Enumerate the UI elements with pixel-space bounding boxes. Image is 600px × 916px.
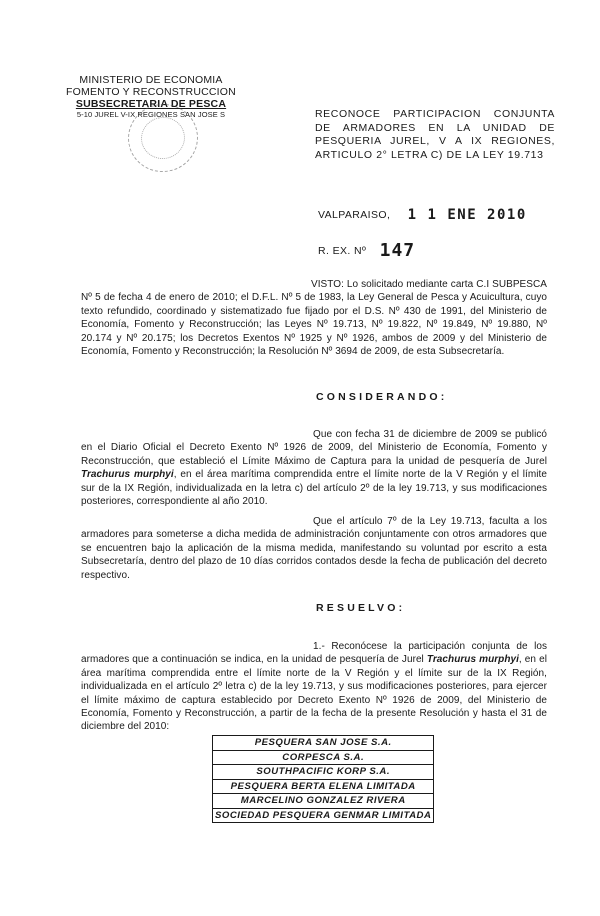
date-place: VALPARAISO, [318, 209, 391, 221]
resuelvo-1-text-a: 1.- Reconócese la participación conjunta de los armadores que a continuación se indica, en la unidad de pesquería de Jurel [81, 641, 547, 666]
company-name: CORPESCA S.A. [213, 750, 434, 765]
company-name: MARCELINO GONZALEZ RIVERA [213, 794, 434, 809]
resuelvo-1-text-b: , en el área marítima comprendida entre el límite norte de la V Región y el límite sur de la IX Región, individualizada en el artículo 2º letra c) de la ley 19.713, y sus modificaciones posteriores, para ejercer el límite máximo de captura establecido por Decreto Exento Nº 1926 de 2009, del Ministerio de Economía, Fomento y Reconstrucción, a partir de la fecha de la presente Resolución y hasta el 31 de diciembre del 2010: [81, 654, 547, 733]
visto-lead: VISTO: [311, 279, 344, 290]
ministry-name: MINISTERIO DE ECONOMIA [79, 74, 223, 86]
company-name: SOUTHPACIFIC KORP S.A. [213, 765, 434, 780]
visto-text: Lo solicitado mediante carta C.I SUBPESCA Nº 5 de fecha 4 de enero de 2010; el D.F.L. Nº 5 de 1983, la Ley General de Pesca y Acuicultura, cuyo texto refundido, coordinado y sistematizado fue fijado por el D.S. Nº 430 de 1991, del Ministerio de Economía, Fomento y Reconstrucción; las Leyes Nº 19.713, Nº 19.822, Nº 19.849, Nº 19.880, Nº 20.174 y Nº 20.175; los Decretos Exentos Nº 1925 y Nº 1926, ambos de 2009 y del Ministerio de Economía, Fomento y Reconstrucción; la Resolución Nº 3694 de 2009, de esta Subsecretaría. [81, 279, 547, 358]
resuelvo-title: RESUELVO: [316, 602, 406, 614]
resuelvo-paragraph-1 [81, 640, 547, 734]
company-name: SOCIEDAD PESQUERA GENMAR LIMITADA [215, 809, 432, 821]
considerando-1-text-a: Que con fecha 31 de diciembre de 2009 se publicó en el Diario Oficial el Decreto Exento Nº 1926 de 2009, del Ministerio de Economía, Fomento y Reconstrucción, que estableció el Límite Máximo de Captura para la unidad de pesquería de Jurel [81, 429, 547, 467]
ministry-name-line2: FOMENTO Y RECONSTRUCCION [66, 86, 236, 98]
resolution-heading: RECONOCE PARTICIPACION CONJUNTA DE ARMADORES EN LA UNIDAD DE PESQUERIA JUREL, V A IX REGIONES, ARTICULO 2° LETRA C) DE LA LEY 19.713 [315, 108, 555, 161]
table-row [213, 779, 434, 794]
visto-paragraph [81, 278, 547, 358]
considerando-2-text: Que el artículo 7º de la Ley 19.713, faculta a los armadores para someterse a dicha medida de administración conjuntamente con otros armadores que se encuentren bajo la aplicación de la misma medida, manifestando su voluntad por escrito a esta Subsecretaría, dentro del plazo de 10 días corridos contados desde la fecha de publicación del decreto respectivo. [81, 516, 547, 581]
shipowners-table [212, 735, 434, 823]
file-reference: 5-10 JUREL V-IX REGIONES SAN JOSE S [76, 110, 226, 119]
table-row [213, 765, 434, 780]
considerando-paragraph-2 [81, 515, 547, 582]
company-name: PESQUERA BERTA ELENA LIMITADA [213, 779, 434, 794]
table-row [213, 736, 434, 751]
resolution-number-line [318, 238, 415, 259]
species-name: Trachurus murphyi [426, 654, 519, 666]
official-seal-inner-ring [137, 113, 189, 163]
table-row [213, 750, 434, 765]
date-line [318, 206, 527, 222]
considerando-paragraph-1 [81, 428, 547, 508]
species-name: Trachurus murphyi [81, 469, 174, 481]
considerando-1-text-b: , en el área marítima comprendida entre el límite norte de la V Región y el límite sur de la IX Región, individualizada en la letra c) del artículo 2º de la ley 19.713, y sus modificaciones posteriores, correspondiente al año 2010. [81, 469, 547, 508]
company-name: PESQUERA SAN JOSE S.A. [213, 736, 434, 751]
resolution-number-label: R. EX. Nº [318, 245, 367, 257]
table-row [213, 808, 434, 823]
resolution-number: 147 [379, 240, 416, 261]
table-row [213, 794, 434, 809]
date-stamp: 1 1 ENE 2010 [407, 207, 527, 223]
considerando-title: CONSIDERANDO: [316, 391, 448, 403]
undersecretariat-name: SUBSECRETARIA DE PESCA [75, 98, 227, 110]
